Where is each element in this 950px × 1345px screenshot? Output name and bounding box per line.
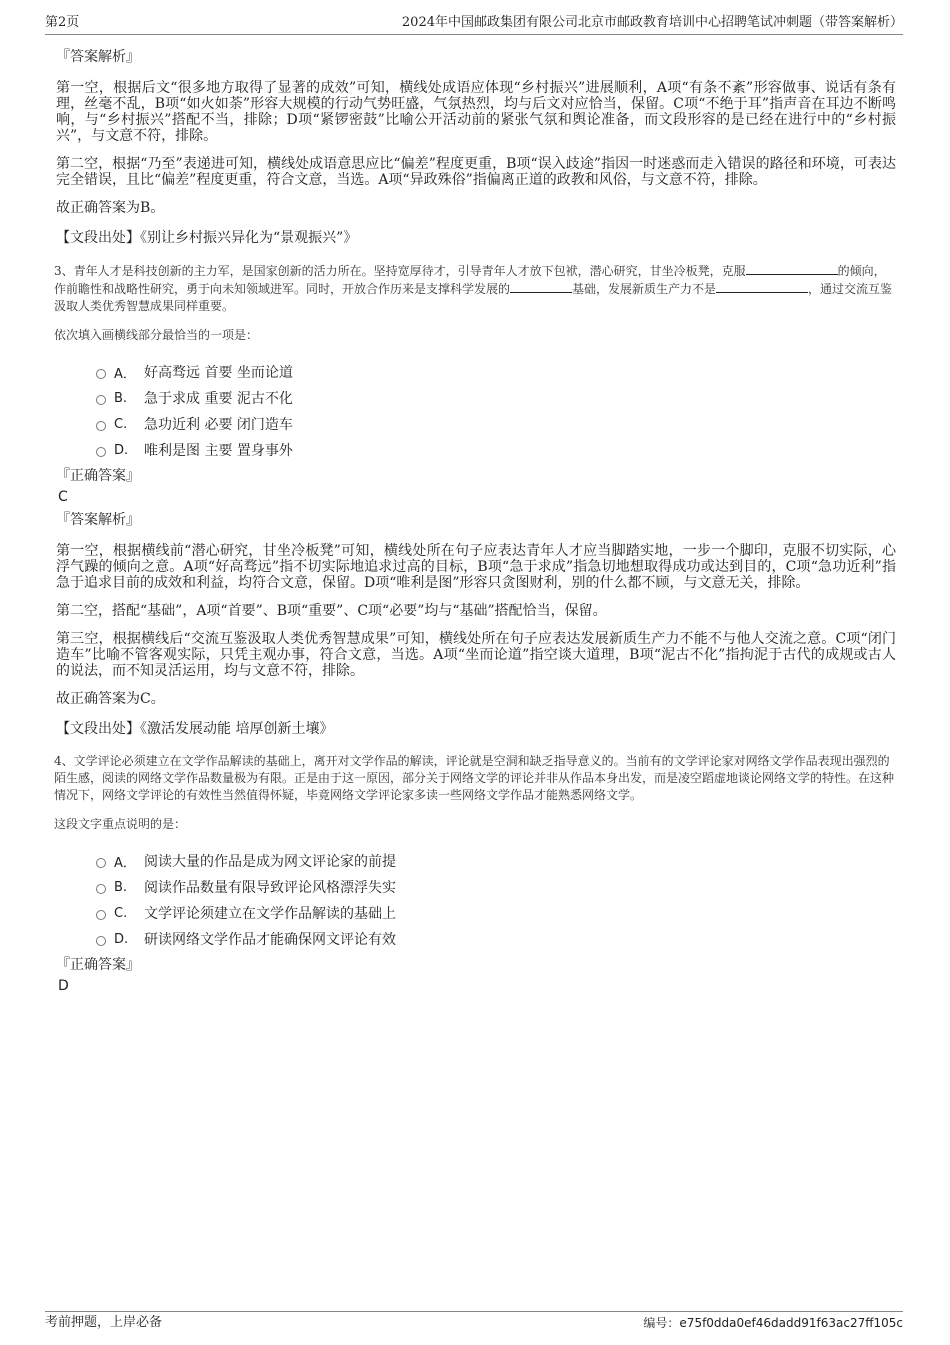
radio-button[interactable] (96, 369, 106, 379)
fill-blank-3 (716, 280, 808, 293)
correct-answer-label: 『正确答案』 (56, 468, 140, 484)
answer-analysis-label: 『答案解析』 (56, 49, 140, 65)
fill-blank-1 (746, 262, 838, 275)
analysis-paragraph: 第三空，根据横线后“交流互鉴汲取人类优秀智慧成果”可知，横线处所在句子应表达发展新质生产力不能不与他人交流之意。C项“闭门造车”比喻不管客观实际，只凭主观办事，符合文意，当选。A项“坐而论道”指空谈大道理，B项“泥古不化”指拘泥于古代的成规或古人的说法，而不知灵活运用，均与文意不符，排除。 (56, 631, 896, 679)
analysis-paragraph: 第一空，根据横线前“潜心研究，甘坐冷板凳”可知，横线处所在句子应表达青年人才应当脚踏实地，一步一个脚印，克服不切实际，心浮气躁的倾向之意。A项“好高骛远”指不切实际地追求过高的目标，B项“急于求成”指急切地想取得成功或达到目的，C项“急功近利”指急于追求目前的成效和利益，均符合文意，保留。D项“唯利是图”形容只贪图财利，别的什么都不顾，与文意无关，排除。 (56, 543, 896, 591)
option-b[interactable]: B. 急于求成 重要 泥古不化 (96, 385, 896, 411)
page-footer (45, 1311, 903, 1332)
question-prompt: 这段文字重点说明的是： (54, 817, 187, 831)
radio-button[interactable] (96, 421, 106, 431)
option-d[interactable]: D. 研读网络文学作品才能确保网文评论有效 (96, 926, 896, 952)
correct-answer-label: 『正确答案』 (56, 957, 140, 973)
option-c[interactable]: C. 急功近利 必要 闭门造车 (96, 411, 896, 437)
radio-button[interactable] (96, 858, 106, 868)
answer-conclusion: 故正确答案为C。 (56, 691, 165, 707)
analysis-paragraph: 第二空，根据“乃至”表递进可知，横线处成语意思应比“偏差”程度更重，B项“误入歧途”指因一时迷惑而走入错误的路径和环境，可表达完全错误，且比“偏差”程度更重，符合文意，当选。A项“异政殊俗”指偏离正道的政教和风俗，与文意不符，排除。 (56, 156, 896, 188)
option-a[interactable]: A． 阅读大量的作品是成为网文评论家的前提 (96, 848, 896, 874)
option-list (96, 359, 896, 463)
text-source: 【文段出处】《别让乡村振兴异化为“景观振兴”》 (56, 230, 358, 246)
footer-slogan: 考前押题，上岸必备 (45, 1315, 163, 1330)
page-header (45, 14, 903, 35)
radio-button[interactable] (96, 884, 106, 894)
analysis-paragraph: 第二空，搭配“基础”，A项“首要”、B项“重要”、C项“必要”均与“基础”搭配恰当，保留。 (56, 603, 607, 619)
option-list (96, 848, 896, 952)
option-b[interactable]: B. 阅读作品数量有限导致评论风格漂浮失实 (96, 874, 896, 900)
correct-answer: C (58, 489, 68, 505)
document-id: 编号：e75f0dda0ef46dadd91f63ac27ff105c (643, 1316, 903, 1330)
page-number: 第2页 (45, 15, 80, 30)
question-3-text: 3、青年人才是科技创新的主力军，是国家创新的活力所在。坚持宽厚待才，引导青年人才放下包袱，潜心研究，甘坐冷板凳，克服 的倾向，作前瞻性和战略性研究，勇于向未知领域进军。同时，开放合作历来是支撑科学发展的 基础，发展新质生产力不是 ，通过交流互鉴汲取人类优秀智慧成果同样重要。 (54, 264, 893, 313)
question-prompt: 依次填入画横线部分最恰当的一项是： (54, 328, 259, 342)
option-c[interactable]: C. 文学评论须建立在文学作品解读的基础上 (96, 900, 896, 926)
radio-button[interactable] (96, 936, 106, 946)
fill-blank-2 (510, 280, 572, 293)
document-title: 2024年中国邮政集团有限公司北京市邮政教育培训中心招聘笔试冲刺题（带答案解析） (401, 15, 903, 30)
radio-button[interactable] (96, 910, 106, 920)
radio-button[interactable] (96, 447, 106, 457)
answer-conclusion: 故正确答案为B。 (56, 200, 165, 216)
option-d[interactable]: D. 唯利是图 主要 置身事外 (96, 437, 896, 463)
page-content (56, 48, 896, 996)
text-source: 【文段出处】《激活发展动能 培厚创新土壤》 (56, 721, 334, 737)
analysis-paragraph: 第一空，根据后文“很多地方取得了显著的成效”可知，横线处成语应体现“乡村振兴”进展顺利，A项“有条不紊”形容做事、说话有条有理，丝毫不乱，B项“如火如荼”形容大规模的行动气势旺盛，气氛热烈，均与后文对应恰当，保留。C项“不绝于耳”指声音在耳边不断鸣响，与“乡村振兴”搭配不当，排除；D项“紧锣密鼓”比喻公开活动前的紧张气氛和舆论准备，而文段形容的是已经在进行中的“乡村振兴”，与文意不符，排除。 (56, 80, 896, 144)
question-4-text: 4、文学评论必须建立在文学作品解读的基础上，离开对文学作品的解读，评论就是空洞和缺乏指导意义的。当前有的文学评论家对网络文学作品表现出强烈的陌生感，阅读的网络文学作品数量极为有限。正是由于这一原因，部分关于网络文学的评论并非从作品本身出发，而是凌空蹈虚地谈论网络文学的特性。在这种情况下，网络文学评论的有效性当然值得怀疑，毕竟网络文学评论家多读一些网络文学作品才能熟悉网络文学。 (54, 754, 895, 802)
correct-answer: D (58, 978, 69, 994)
answer-analysis-label: 『答案解析』 (56, 512, 140, 528)
radio-button[interactable] (96, 395, 106, 405)
option-a[interactable]: A． 好高骛远 首要 坐而论道 (96, 359, 896, 385)
